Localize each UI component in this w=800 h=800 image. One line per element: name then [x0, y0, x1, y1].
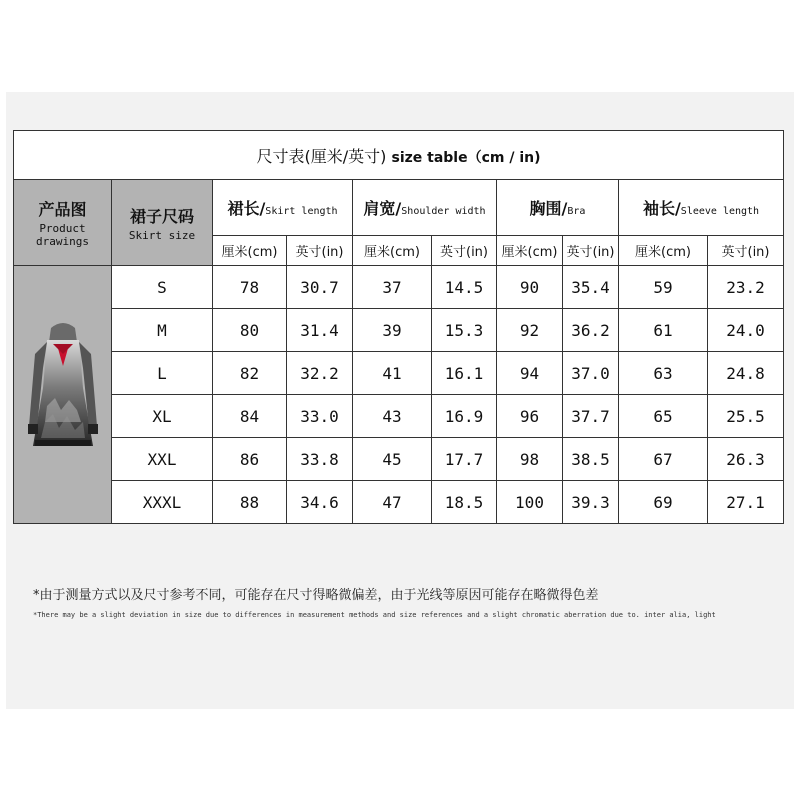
cell: 16.1	[432, 352, 497, 395]
header-product-en: Product drawings	[36, 222, 89, 248]
header-bust-en: Bra	[567, 206, 586, 217]
cell: 67	[619, 438, 708, 481]
cell: 15.3	[432, 309, 497, 352]
header-size-en: Skirt size	[128, 228, 196, 242]
cell: 18.5	[432, 481, 497, 524]
cell: 25.5	[708, 395, 784, 438]
table-row	[14, 309, 784, 352]
dress-illustration	[23, 318, 103, 468]
cell: 59	[619, 266, 708, 309]
cell: 16.9	[432, 395, 497, 438]
size-label: XL	[112, 395, 213, 438]
cell: 78	[213, 266, 287, 309]
table-row	[14, 438, 784, 481]
cell: 34.6	[287, 481, 353, 524]
cell: 43	[353, 395, 432, 438]
cell: 84	[213, 395, 287, 438]
cell: 96	[497, 395, 563, 438]
cell: 33.0	[287, 395, 353, 438]
cell: 39	[353, 309, 432, 352]
cell: 36.2	[563, 309, 619, 352]
cell: 94	[497, 352, 563, 395]
cell: 23.2	[708, 266, 784, 309]
header-sleeve-en: Sleeve length	[680, 206, 760, 217]
size-label: XXXL	[112, 481, 213, 524]
cell: 86	[213, 438, 287, 481]
cell: 14.5	[432, 266, 497, 309]
cell: 45	[353, 438, 432, 481]
table-row	[14, 352, 784, 395]
size-label: M	[112, 309, 213, 352]
cell: 37.7	[563, 395, 619, 438]
cell: 92	[497, 309, 563, 352]
size-label: S	[112, 266, 213, 309]
cell: 24.0	[708, 309, 784, 352]
unit-in: 英寸(in)	[563, 236, 619, 266]
header-sleeve	[619, 180, 784, 236]
header-bust-zh: 胸围/	[529, 199, 568, 218]
cell: 63	[619, 352, 708, 395]
header-sleeve-zh: 袖长/	[642, 199, 681, 218]
cell: 88	[213, 481, 287, 524]
cell: 17.7	[432, 438, 497, 481]
cell: 30.7	[287, 266, 353, 309]
unit-cm: 厘米(cm)	[619, 236, 708, 266]
title-zh: 尺寸表(厘米/英寸)	[256, 146, 387, 166]
cell: 82	[213, 352, 287, 395]
note-zh: *由于测量方式以及尺寸参考不同，可能存在尺寸得略微偏差，由于光线等原因可能存在略微得色差	[33, 588, 599, 603]
unit-in: 英寸(in)	[287, 236, 353, 266]
cell: 39.3	[563, 481, 619, 524]
size-table	[13, 130, 784, 524]
unit-cm: 厘米(cm)	[497, 236, 563, 266]
cell: 98	[497, 438, 563, 481]
header-size	[112, 180, 213, 266]
cell: 61	[619, 309, 708, 352]
cell: 32.2	[287, 352, 353, 395]
cell: 69	[619, 481, 708, 524]
product-image	[14, 266, 112, 524]
header-size-zh: 裙子尺码	[129, 206, 194, 226]
header-product-zh: 产品图	[38, 200, 87, 219]
header-bust	[497, 180, 619, 236]
unit-in: 英寸(in)	[432, 236, 497, 266]
table-row	[14, 395, 784, 438]
cell: 41	[353, 352, 432, 395]
cell: 37	[353, 266, 432, 309]
note-en: *There may be a slight deviation in size due to differences in measurement methods and size references and a slight chromatic aberration due to. inter alia, light	[33, 611, 716, 619]
unit-in: 英寸(in)	[708, 236, 784, 266]
cell: 33.8	[287, 438, 353, 481]
cell: 37.0	[563, 352, 619, 395]
cell: 100	[497, 481, 563, 524]
header-skirt-en: Skirt length	[265, 206, 338, 217]
header-skirt-length	[213, 180, 353, 236]
size-label: XXL	[112, 438, 213, 481]
header-shoulder	[353, 180, 497, 236]
cell: 24.8	[708, 352, 784, 395]
cell: 35.4	[563, 266, 619, 309]
cell: 90	[497, 266, 563, 309]
table-title	[14, 131, 784, 180]
header-shoulder-zh: 肩宽/	[363, 199, 402, 218]
cell: 80	[213, 309, 287, 352]
unit-cm: 厘米(cm)	[213, 236, 287, 266]
cell: 31.4	[287, 309, 353, 352]
cell: 38.5	[563, 438, 619, 481]
table-row	[14, 481, 784, 524]
size-label: L	[112, 352, 213, 395]
cell: 27.1	[708, 481, 784, 524]
header-product	[14, 180, 112, 266]
header-shoulder-en: Shoulder width	[401, 206, 486, 217]
unit-cm: 厘米(cm)	[353, 236, 432, 266]
notes	[33, 584, 773, 619]
cell: 65	[619, 395, 708, 438]
title-en: size table（cm / in)	[391, 149, 541, 166]
cell: 26.3	[708, 438, 784, 481]
cell: 47	[353, 481, 432, 524]
table-row	[14, 266, 784, 309]
header-skirt-zh: 裙长/	[227, 199, 266, 218]
